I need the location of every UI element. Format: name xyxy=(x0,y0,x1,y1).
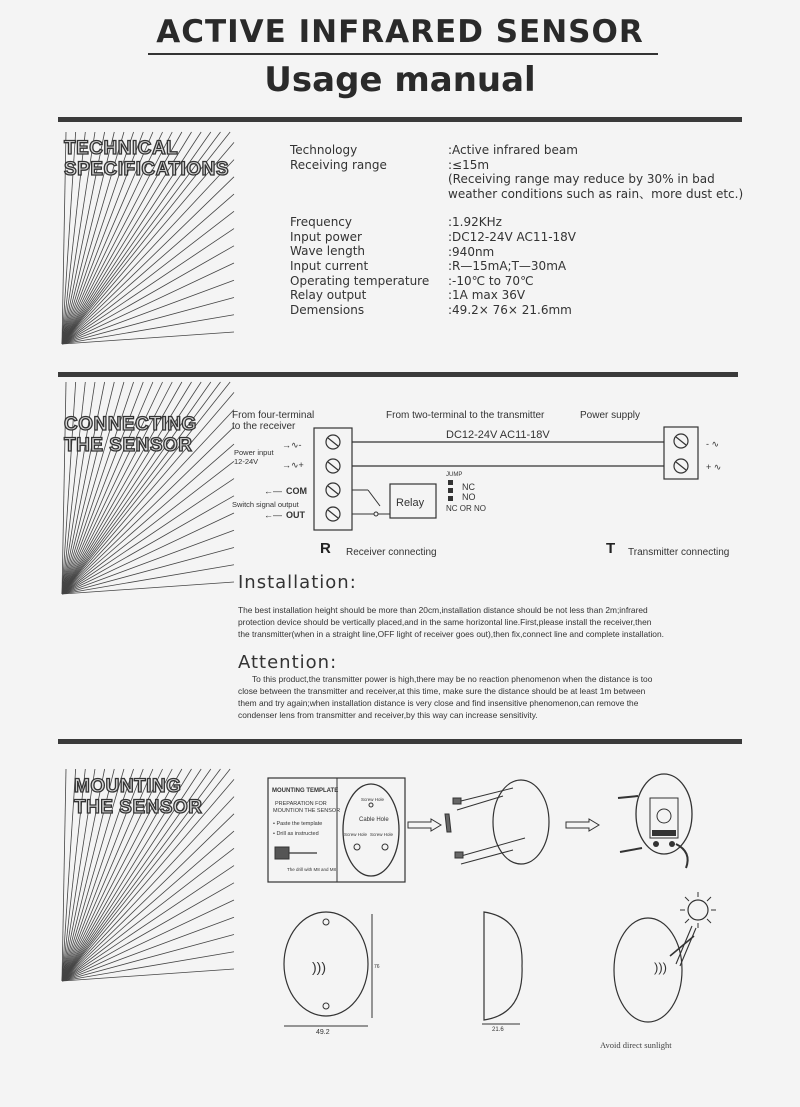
label-switch-output: Switch signal output xyxy=(232,500,299,509)
template-holes xyxy=(354,803,388,850)
label-nc-or-no: NC OR NO xyxy=(446,504,486,513)
spec-value: :Active infrared beam xyxy=(448,143,578,157)
label-screw-hole-top: Screw Hole xyxy=(361,797,385,802)
installation-line: the transmitter(when in a straight line,OFF light of receiver goes out),then fix,connect line and complete installation. xyxy=(238,629,664,639)
mounting-template xyxy=(267,777,407,885)
spec-label: Input power xyxy=(290,229,362,244)
section-title-connect-line2: THE SENSOR xyxy=(64,435,193,456)
spec-value: :1A max 36V xyxy=(448,288,526,303)
attention-line: To this product,the transmitter power is high,there may be no reaction phenomenon when the distance is too xyxy=(252,674,653,684)
attention-line: them and try again;when installation distance is very close and find insensitive phenomenon,can remove the xyxy=(238,698,639,708)
label-power-supply: Power supply xyxy=(580,410,641,421)
template-step-1: • Paste the template xyxy=(273,821,323,827)
sun-icon xyxy=(688,900,708,920)
label-r: R xyxy=(320,540,331,557)
signal-symbol: ))) xyxy=(654,960,667,975)
label-jump: JUMP xyxy=(446,472,463,478)
template-prep-1: PREPARATION FOR xyxy=(275,801,327,807)
divider-mount xyxy=(58,739,742,744)
mounted-sensor-drawing xyxy=(616,772,706,872)
spec-value: :DC12-24V AC11-18V xyxy=(448,229,577,244)
sun-rays xyxy=(680,892,716,928)
label-screw-hole-left: Screw Hole xyxy=(344,832,368,837)
section-title-mount-line2: THE SENSOR xyxy=(74,797,203,818)
section-title-connect xyxy=(64,414,197,456)
com-arrow: ←— xyxy=(264,486,282,496)
label-out: OUT xyxy=(286,510,305,520)
label-transmitter-connecting: Transmitter connecting xyxy=(628,547,730,558)
spec-label: Input current xyxy=(290,258,369,273)
dim-depth: 21.6 xyxy=(492,1027,504,1032)
spec-label: Operating temperature xyxy=(290,273,430,288)
installation-line: protection device should be vertically placed,and in the same horizontal line.First,please install the receiver,then xyxy=(238,617,652,627)
ray-graphic-connect xyxy=(58,378,238,598)
spec-label: Technology xyxy=(290,143,358,157)
relay-wiring xyxy=(352,490,390,516)
template-title: MOUNTING TEMPLATE xyxy=(272,788,339,794)
label-receiver-connecting: Receiver connecting xyxy=(346,547,437,558)
label-power-input-2: 12-24V xyxy=(234,457,259,466)
label-voltage: DC12-24V AC11-18V xyxy=(446,429,550,441)
label-nc: NC xyxy=(462,482,475,492)
out-arrow: ←— xyxy=(264,510,282,520)
spec-value: :≤15m xyxy=(448,157,490,172)
label-avoid-sunlight: Avoid direct sunlight xyxy=(600,1040,672,1050)
spec-label: Demensions xyxy=(290,302,365,317)
spec-value: :R—15mA;T—30mA xyxy=(448,259,567,274)
spec-value: :940nm xyxy=(448,244,495,259)
side-view-dimension-drawing xyxy=(480,910,530,1032)
spec-value: weather conditions such as rain、more dust etc.) xyxy=(448,186,744,201)
template-drill: The drill with M8 and M8 xyxy=(287,867,337,872)
section-title-connect-line1: CONNECTING xyxy=(64,414,197,435)
installation-heading: Installation: xyxy=(238,572,357,593)
section-title-mount-line1: MOUNTING xyxy=(74,776,182,797)
template-prep-2: MOUNTION THE SENSOR xyxy=(273,808,341,814)
label-four-terminal-1: From four-terminal xyxy=(232,410,315,421)
label-t: T xyxy=(606,540,616,557)
prohibit-slash xyxy=(670,936,694,956)
spec-value: :49.2× 76× 21.6mm xyxy=(448,302,572,317)
attention-text xyxy=(238,673,758,721)
receiver-screw-terminals xyxy=(326,435,340,521)
label-relay: Relay xyxy=(396,497,425,509)
transmitter-screw-terminals xyxy=(674,434,688,473)
sunlight-warning-drawing xyxy=(610,888,730,1033)
spec-value: :-10℃ to 70℃ xyxy=(448,273,534,288)
power-bus-lines xyxy=(352,442,664,466)
spec-label: Frequency xyxy=(290,215,352,230)
installation-text xyxy=(238,604,758,640)
drill-icon xyxy=(275,847,317,859)
wiring-diagram xyxy=(228,400,758,570)
transmitter-plus-sign: + ∿ xyxy=(706,462,722,472)
attention-heading: Attention: xyxy=(238,652,338,673)
installation-line: The best installation height should be more than 20cm,installation distance should be not less than 2m;infrared xyxy=(238,605,648,615)
spec-label: Relay output xyxy=(290,288,367,303)
spec-value: :1.92KHz xyxy=(448,215,502,230)
transmitter-terminal-block xyxy=(664,427,698,479)
page-subtitle: Usage manual xyxy=(264,60,536,100)
attention-line: close between the transmitter and receiver,at this time, make sure the distance should be at least 1m between xyxy=(238,686,646,696)
label-power-input-1: Power input xyxy=(234,448,274,457)
spec-label: Receiving range xyxy=(290,157,387,172)
transmitter-minus-sign: - ∿ xyxy=(706,439,720,449)
divider-connect xyxy=(58,372,738,377)
section-title-specs-line1: TECHNICAL xyxy=(64,138,179,159)
label-two-terminal: From two-terminal to the transmitter xyxy=(386,410,545,421)
spec-value: (Receiving range may reduce by 30% in bad xyxy=(448,172,715,187)
label-com: COM xyxy=(286,486,307,496)
page-title: ACTIVE INFRARED SENSOR xyxy=(156,14,644,50)
power-input-arrow-minus: →∿- xyxy=(282,440,302,450)
sunlight-beam-lines xyxy=(676,926,696,966)
jumper-pins xyxy=(448,480,453,501)
label-screw-hole-right: Screw Hole xyxy=(370,832,394,837)
front-view-dimension-drawing xyxy=(280,908,380,1036)
section-title-specs-line2: SPECIFICATIONS xyxy=(64,159,229,180)
step-arrow-2 xyxy=(565,818,601,832)
step-arrow-1 xyxy=(407,818,443,832)
divider-specs xyxy=(58,117,742,122)
signal-symbol: ))) xyxy=(312,959,326,975)
spec-label: Wave length xyxy=(290,244,365,259)
dim-width: 49.2 xyxy=(316,1029,330,1036)
section-title-specs xyxy=(64,138,229,180)
attention-line: condenser lens from transmitter and receiver,by this way can increase sensitivity. xyxy=(238,710,538,720)
template-step-2: • Drill as instructed xyxy=(273,831,319,837)
label-cable-hole: Cable Hole xyxy=(359,817,389,823)
dim-height: 76 xyxy=(374,964,380,970)
title-underline xyxy=(148,53,658,55)
power-input-arrow-plus: →∿+ xyxy=(282,460,304,470)
label-no: NO xyxy=(462,492,476,502)
spec-values xyxy=(448,143,758,318)
label-four-terminal-2: to the receiver xyxy=(232,421,296,432)
screw-insertion-drawing xyxy=(443,774,555,874)
section-title-mount xyxy=(74,776,203,818)
spec-labels xyxy=(290,143,450,317)
